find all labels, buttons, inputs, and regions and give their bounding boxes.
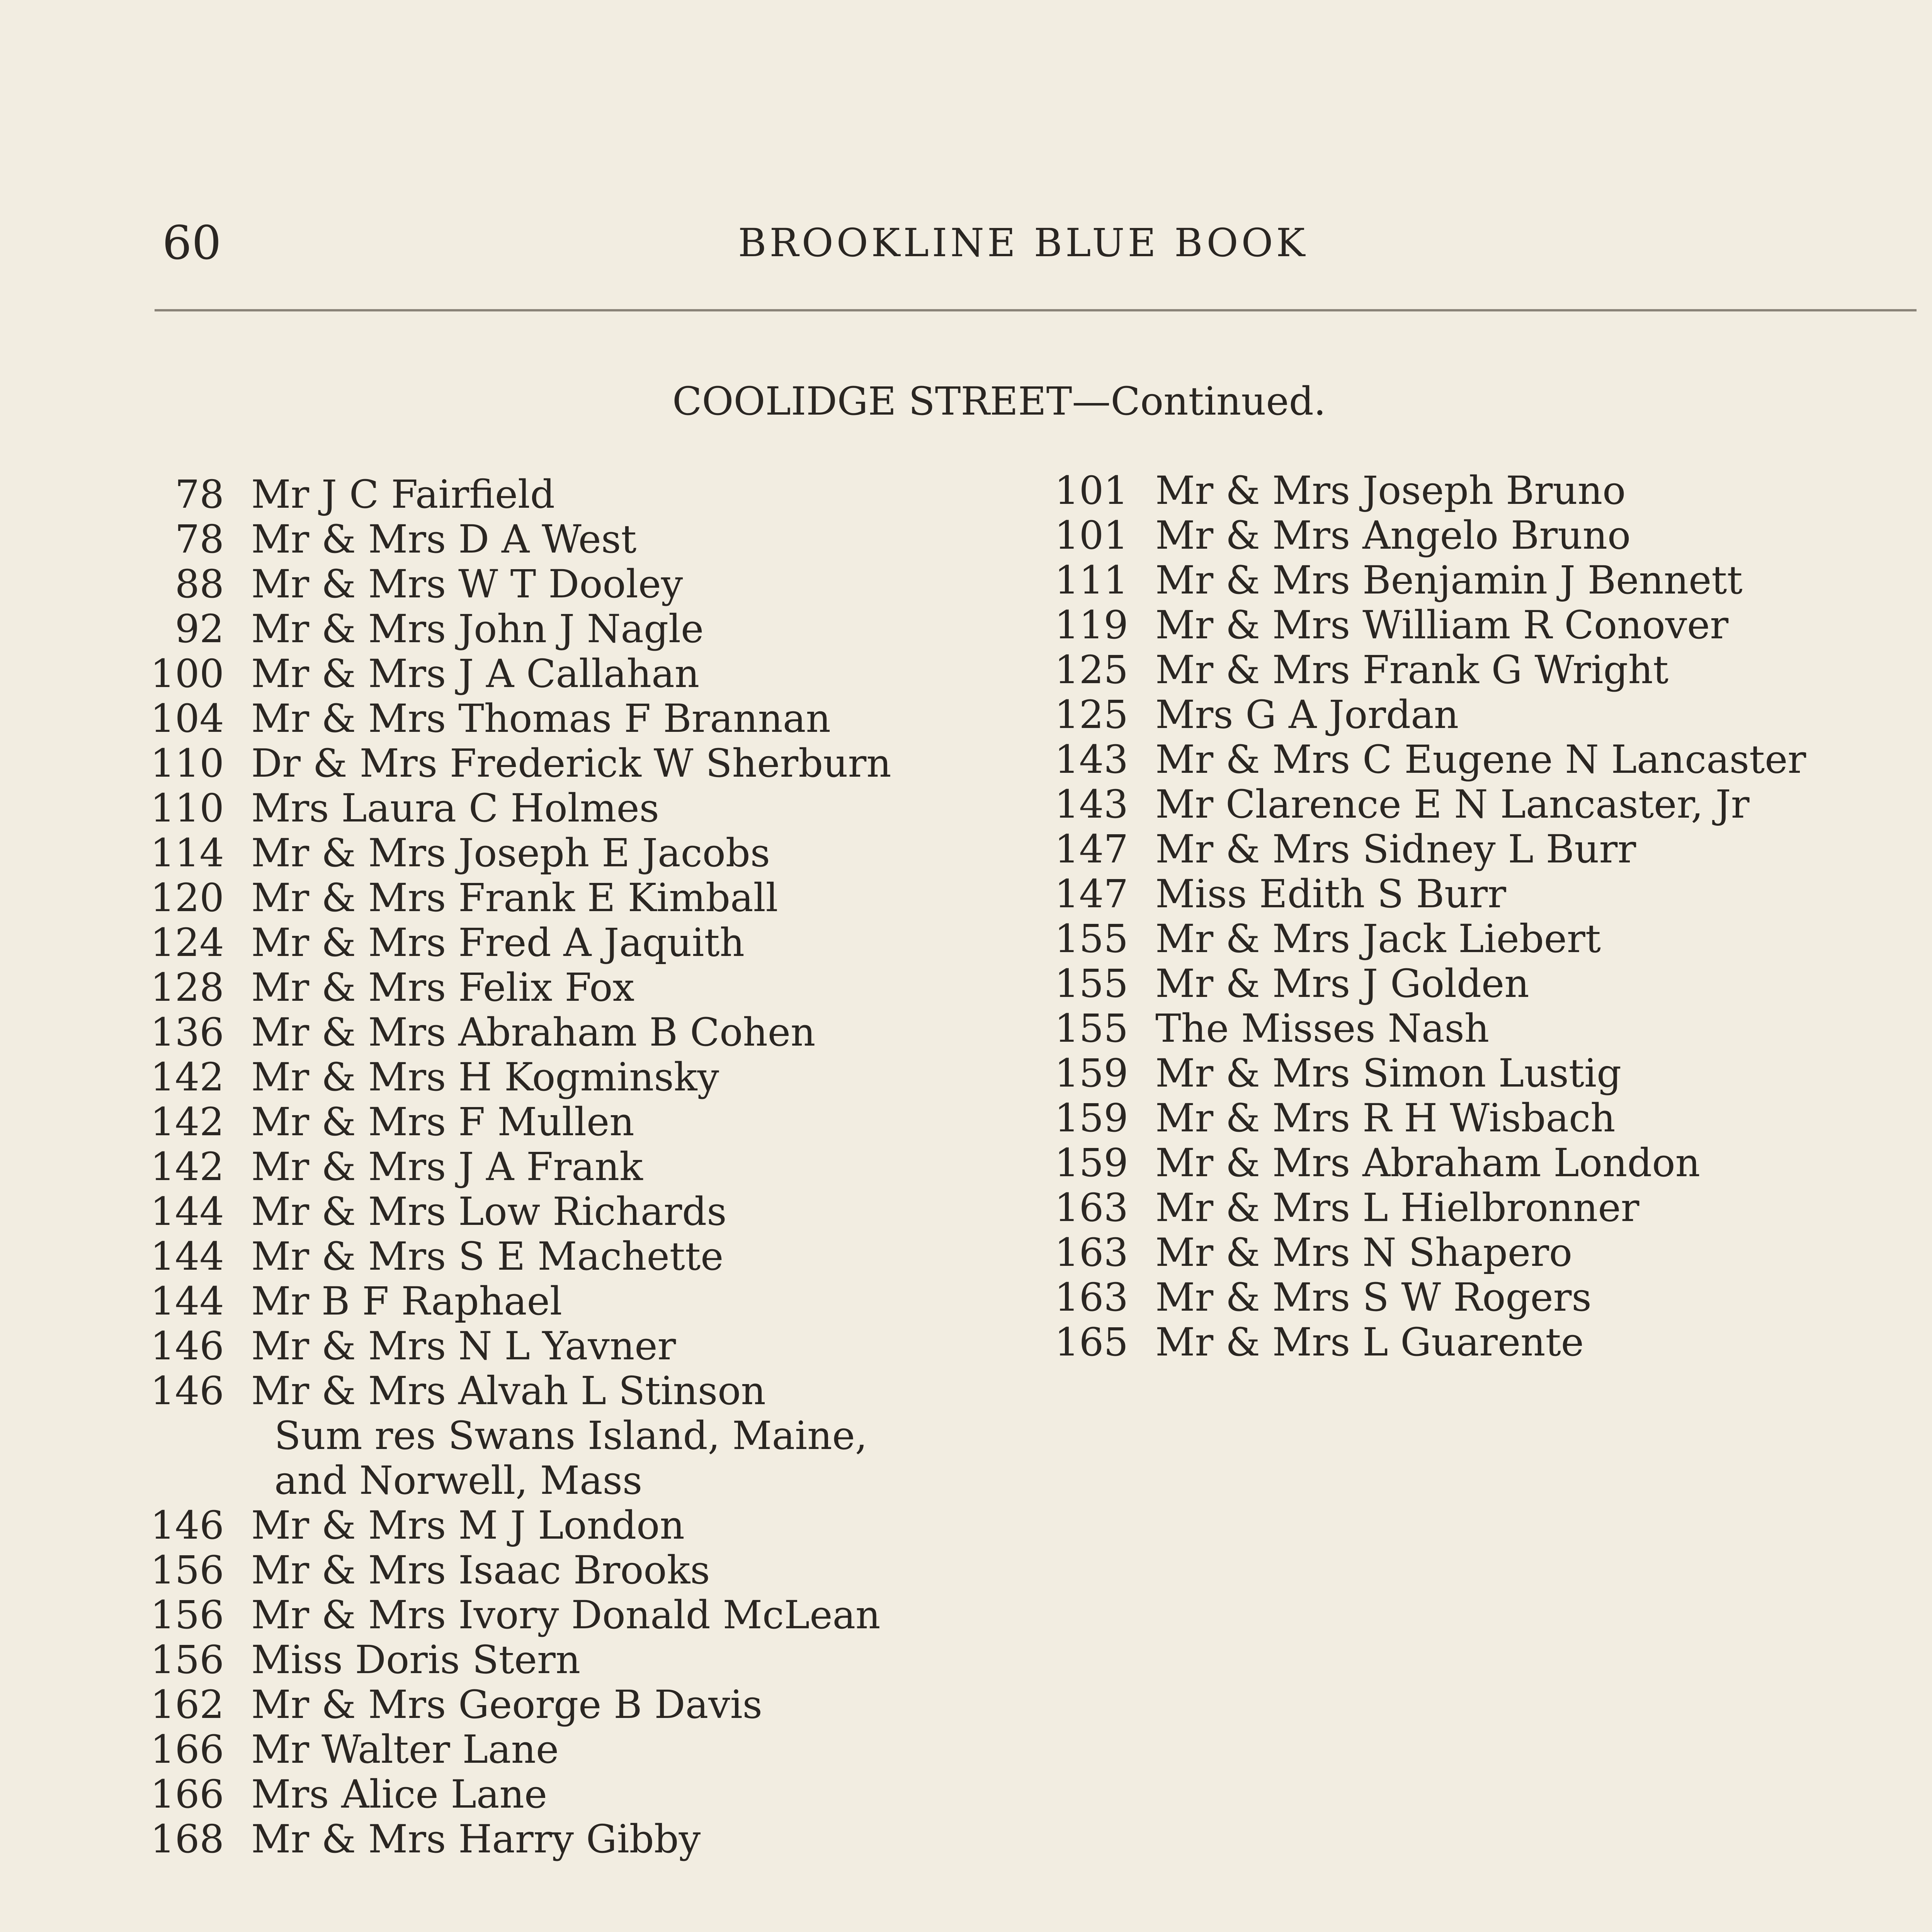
house-number: 168 [150, 1816, 224, 1862]
resident-name: Mr & Mrs Harry Gibby [251, 1816, 701, 1862]
directory-entry [1036, 468, 1924, 513]
resident-name: Mr & Mrs J A Callahan [251, 651, 700, 696]
directory-entry [131, 920, 1020, 965]
house-number: 110 [150, 786, 224, 831]
coolidge-street-heading: COOLIDGE STREET—Continued. [672, 379, 1326, 424]
resident-name: Mr & Mrs J A Frank [251, 1144, 643, 1189]
resident-name: Mr & Mrs Jack Liebert [1155, 916, 1601, 961]
resident-name: Miss Doris Stern [251, 1637, 581, 1682]
directory-entry [1036, 737, 1924, 782]
resident-name: Mr & Mrs Thomas F Brannan [251, 696, 831, 741]
directory-entry [1036, 1006, 1924, 1051]
house-number: 156 [150, 1592, 224, 1638]
house-number: 144 [150, 1234, 224, 1279]
header-rule [155, 309, 1917, 311]
resident-name: Mr & Mrs Isaac Brooks [251, 1548, 710, 1593]
directory-entry [1036, 917, 1924, 961]
directory-entry [131, 696, 1020, 741]
house-number: 111 [1054, 558, 1128, 603]
page-number: 60 [162, 216, 221, 270]
coolidge-right-column [1036, 468, 1924, 1365]
resident-name: Mr & Mrs W T Dooley [251, 561, 683, 607]
house-number: 142 [150, 1054, 224, 1100]
resident-name: Mr & Mrs Angelo Bruno [1155, 513, 1631, 558]
resident-name: Mr & Mrs D A West [251, 517, 637, 562]
resident-name: Mr & Mrs Abraham B Cohen [251, 1010, 816, 1055]
directory-entry [131, 1010, 1020, 1055]
directory-entry [1036, 1185, 1924, 1230]
directory-entry [1036, 513, 1924, 558]
resident-name: Mr & Mrs William R Conover [1155, 602, 1729, 648]
directory-entry [1036, 1141, 1924, 1185]
directory-entry [1036, 961, 1924, 1006]
house-number: 114 [150, 830, 224, 876]
resident-name: Mr & Mrs Alvah L Stinson [251, 1368, 766, 1413]
resident-name: Mr & Mrs L Hielbronner [1155, 1185, 1639, 1230]
resident-name: Mr & Mrs S E Machette [251, 1234, 724, 1279]
house-number: 159 [1054, 1140, 1128, 1185]
house-number: 78 [175, 517, 224, 562]
house-number: 92 [175, 606, 224, 651]
resident-name: Mrs G A Jordan [1155, 692, 1459, 737]
resident-name: Mr & Mrs Felix Fox [251, 965, 634, 1010]
house-number: 162 [150, 1682, 224, 1727]
resident-name: Mr Clarence E N Lancaster, Jr [1155, 782, 1750, 827]
house-number: 156 [150, 1637, 224, 1682]
directory-entry [131, 1548, 1020, 1593]
directory-entry [131, 607, 1020, 651]
resident-name: Mr & Mrs Low Richards [251, 1189, 727, 1234]
directory-entry [1036, 827, 1924, 872]
resident-name: Dr & Mrs Frederick W Sherburn [251, 741, 891, 786]
resident-name: Mrs Laura C Holmes [251, 786, 659, 831]
resident-name: Mr & Mrs Frank E Kimball [251, 875, 778, 920]
directory-entry [131, 1593, 1020, 1638]
house-number: 159 [1054, 1095, 1128, 1141]
directory-entry [131, 876, 1020, 920]
directory-entry [131, 1727, 1020, 1772]
house-number: 136 [150, 1010, 224, 1055]
resident-name: Mr & Mrs Sidney L Burr [1155, 827, 1636, 872]
running-title: BROOKLINE BLUE BOOK [738, 220, 1308, 265]
directory-entry [131, 1055, 1020, 1100]
house-number: 101 [1054, 513, 1128, 558]
directory-entry [1036, 692, 1924, 737]
directory-entry [131, 1682, 1020, 1727]
directory-entry [1036, 782, 1924, 827]
directory-entry [1036, 1051, 1924, 1096]
resident-name: Miss Edith S Burr [1155, 871, 1506, 917]
resident-name: Mr & Mrs Benjamin J Bennett [1155, 558, 1743, 603]
resident-name: Mr & Mrs N L Yavner [251, 1323, 676, 1369]
house-number: 125 [1054, 692, 1128, 737]
directory-entry [131, 1817, 1020, 1862]
resident-name: Mr & Mrs Joseph E Jacobs [251, 830, 770, 876]
resident-name: Mrs Alice Lane [251, 1772, 548, 1817]
resident-name: Mr Walter Lane [251, 1727, 559, 1772]
directory-entry [131, 1458, 1020, 1503]
house-number: 100 [150, 651, 224, 696]
house-number: 143 [1054, 737, 1128, 782]
house-number: 166 [150, 1727, 224, 1772]
directory-entry [1036, 1230, 1924, 1275]
continuation-line: and Norwell, Mass [274, 1458, 643, 1503]
directory-entry [131, 1638, 1020, 1682]
directory-entry [131, 1369, 1020, 1413]
directory-entry [131, 1772, 1020, 1817]
directory-entry [131, 1413, 1020, 1458]
house-number: 78 [175, 472, 224, 517]
directory-entry [131, 1279, 1020, 1324]
house-number: 146 [150, 1503, 224, 1548]
directory-entry [131, 965, 1020, 1010]
house-number: 155 [1054, 961, 1128, 1006]
resident-name: Mr & Mrs C Eugene N Lancaster [1155, 737, 1806, 782]
directory-entry [1036, 603, 1924, 648]
house-number: 88 [175, 561, 224, 607]
directory-entry [1036, 558, 1924, 603]
directory-entry [131, 562, 1020, 607]
house-number: 147 [1054, 871, 1128, 917]
house-number: 163 [1054, 1185, 1128, 1230]
directory-entry [131, 831, 1020, 876]
house-number: 124 [150, 920, 224, 965]
directory-entry [131, 741, 1020, 786]
house-number: 146 [150, 1368, 224, 1413]
resident-name: The Misses Nash [1155, 1006, 1490, 1051]
resident-name: Mr & Mrs S W Rogers [1155, 1275, 1592, 1320]
house-number: 142 [150, 1099, 224, 1145]
house-number: 120 [150, 875, 224, 920]
directory-entry [131, 1234, 1020, 1279]
directory-entry [131, 651, 1020, 696]
directory-entry [1036, 648, 1924, 692]
resident-name: Mr & Mrs M J London [251, 1503, 685, 1548]
directory-entry [1036, 1275, 1924, 1320]
house-number: 165 [1054, 1320, 1128, 1365]
directory-entry [1036, 1320, 1924, 1365]
house-number: 166 [150, 1772, 224, 1817]
house-number: 110 [150, 741, 224, 786]
resident-name: Mr & Mrs Fred A Jaquith [251, 920, 745, 965]
house-number: 155 [1054, 916, 1128, 961]
continuation-line: Sum res Swans Island, Maine, [274, 1413, 867, 1458]
house-number: 155 [1054, 1006, 1128, 1051]
resident-name: Mr & Mrs Simon Lustig [1155, 1051, 1622, 1096]
house-number: 159 [1054, 1051, 1128, 1096]
resident-name: Mr & Mrs L Guarente [1155, 1320, 1584, 1365]
resident-name: Mr & Mrs N Shapero [1155, 1230, 1573, 1275]
resident-name: Mr & Mrs J Golden [1155, 961, 1529, 1006]
house-number: 147 [1054, 827, 1128, 872]
resident-name: Mr & Mrs H Kogminsky [251, 1054, 719, 1100]
directory-entry [1036, 1096, 1924, 1141]
directory-entry [131, 517, 1020, 562]
resident-name: Mr & Mrs F Mullen [251, 1099, 634, 1145]
resident-name: Mr & Mrs Joseph Bruno [1155, 468, 1626, 513]
resident-name: Mr & Mrs Ivory Donald McLean [251, 1592, 881, 1638]
resident-name: Mr & Mrs George B Davis [251, 1682, 762, 1727]
house-number: 163 [1054, 1275, 1128, 1320]
house-number: 144 [150, 1189, 224, 1234]
house-number: 101 [1054, 468, 1128, 513]
resident-name: Mr & Mrs Frank G Wright [1155, 647, 1669, 692]
resident-name: Mr & Mrs R H Wisbach [1155, 1095, 1616, 1141]
resident-name: Mr B F Raphael [251, 1279, 562, 1324]
house-number: 104 [150, 696, 224, 741]
resident-name: Mr & Mrs John J Nagle [251, 606, 704, 651]
house-number: 146 [150, 1323, 224, 1369]
resident-name: Mr & Mrs Abraham London [1155, 1140, 1701, 1185]
directory-entry [131, 1503, 1020, 1548]
directory-entry [1036, 872, 1924, 917]
house-number: 163 [1054, 1230, 1128, 1275]
house-number: 125 [1054, 647, 1128, 692]
directory-entry [131, 1100, 1020, 1145]
house-number: 119 [1054, 602, 1128, 648]
directory-entry [131, 1145, 1020, 1189]
house-number: 142 [150, 1144, 224, 1189]
resident-name: Mr J C Fairfield [251, 472, 555, 517]
directory-entry [131, 472, 1020, 517]
house-number: 128 [150, 965, 224, 1010]
directory-entry [131, 1324, 1020, 1369]
house-number: 156 [150, 1548, 224, 1593]
directory-entry [131, 1189, 1020, 1234]
directory-entry [131, 786, 1020, 831]
coolidge-left-column [131, 472, 1020, 1862]
house-number: 144 [150, 1279, 224, 1324]
house-number: 143 [1054, 782, 1128, 827]
